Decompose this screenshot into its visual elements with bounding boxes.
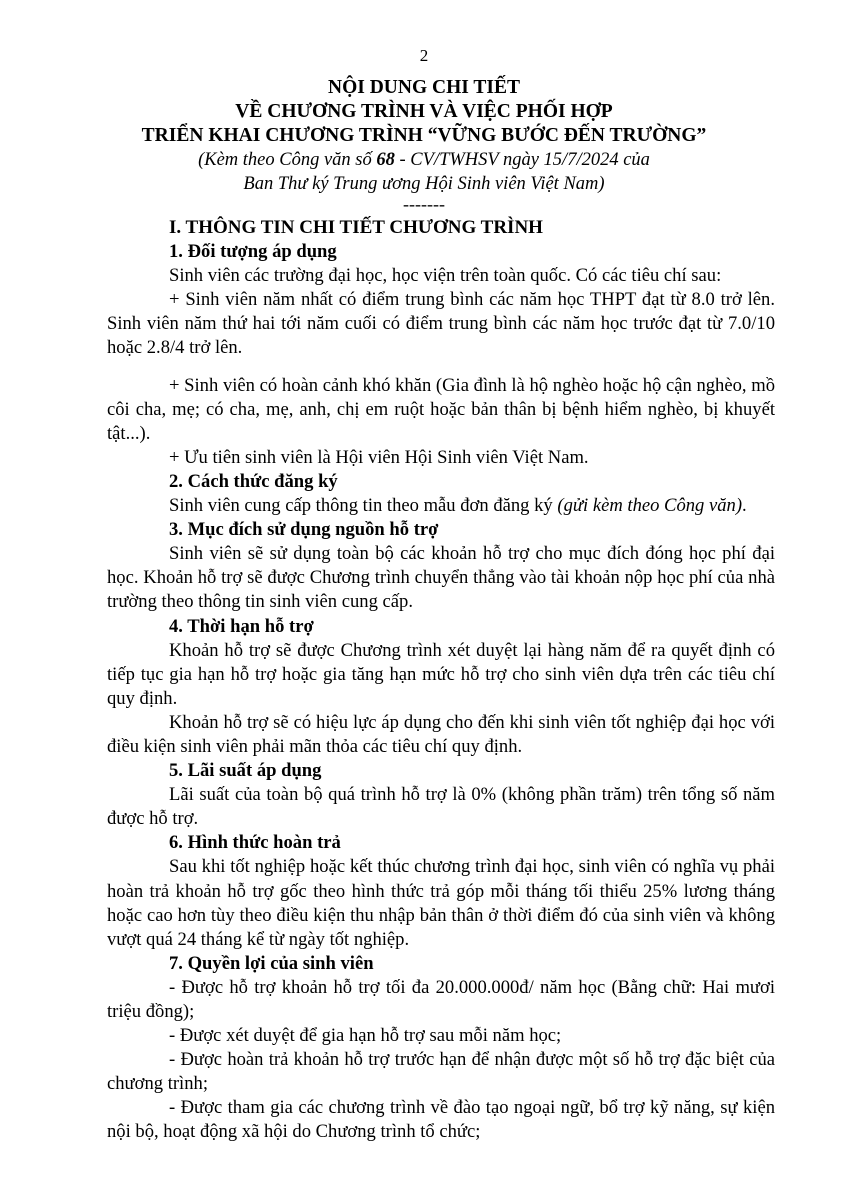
heading-lai-suat: 5. Lãi suất áp dụng xyxy=(169,760,322,782)
paragraph: Sau khi tốt nghiệp hoặc kết thúc chương trình đại học, sinh viên có nghĩa vụ phải hoàn trả khoản hỗ trợ gốc theo hình thức trả góp mỗi tháng tối thiểu 25% lương tháng hoặc cao hơn tùy theo điều kiện thu nhập bản thân ở thời điểm đó của sinh viên và không vượt quá 24 tháng kể từ ngày tốt nghiệp. xyxy=(107,856,775,950)
paragraph: + Ưu tiên sinh viên là Hội viên Hội Sinh viên Việt Nam. xyxy=(169,446,589,468)
paragraph: Sinh viên sẽ sử dụng toàn bộ các khoản hỗ trợ cho mục đích đóng học phí đại học. Khoản hỗ trợ sẽ được Chương trình chuyển thẳng vào tài khoản nộp học phí của nhà trường theo thông tin sinh viên cung cấp. xyxy=(107,543,775,613)
paragraph: + Sinh viên có hoàn cảnh khó khăn (Gia đình là hộ nghèo hoặc hộ cận nghèo, mồ côi cha, mẹ; có cha, mẹ, anh, chị em ruột hoặc bản thân bị bệnh hiểm nghèo, bị khuyết tật...). xyxy=(107,374,775,444)
paragraph xyxy=(107,494,775,518)
list-item: - Được tham gia các chương trình về đào tạo ngoại ngữ, bổ trợ kỹ năng, sự kiện nội bộ, hoạt động xã hội do Chương trình tổ chức; xyxy=(107,1097,775,1143)
document-body xyxy=(107,216,775,1145)
header-title-line-1: NỘI DUNG CHI TIẾT xyxy=(328,77,520,98)
heading-muc-dich: 3. Mục đích sử dụng nguồn hỗ trợ xyxy=(169,519,439,541)
header-reference-line xyxy=(0,148,848,172)
list-item: - Được hỗ trợ khoản hỗ trợ tối đa 20.000.000đ/ năm học (Bằng chữ: Hai mươi triệu đồng); xyxy=(107,976,775,1022)
heading-quyen-loi: 7. Quyền lợi của sinh viên xyxy=(169,952,374,974)
paragraph: Khoản hỗ trợ sẽ có hiệu lực áp dụng cho đến khi sinh viên tốt nghiệp đại học với điều kiện sinh viên phải mãn thỏa các tiêu chí quy định. xyxy=(107,711,775,757)
heading-doi-tuong: 1. Đối tượng áp dụng xyxy=(169,241,337,263)
paragraph: + Sinh viên năm nhất có điểm trung bình các năm học THPT đạt từ 8.0 trở lên. Sinh viên năm thứ hai tới năm cuối có điểm trung bình các năm học trước đạt từ 7.0/10 hoặc 2.8/4 trở lên. xyxy=(107,289,775,359)
heading-thoi-han: 4. Thời hạn hỗ trợ xyxy=(169,615,314,637)
header-separator: ------- xyxy=(403,194,445,214)
header-issuer-line: Ban Thư ký Trung ương Hội Sinh viên Việt Nam) xyxy=(243,174,605,194)
paragraph: Lãi suất của toàn bộ quá trình hỗ trợ là 0% (không phần trăm) trên tổng số năm được hỗ trợ. xyxy=(107,784,775,830)
header-reference-prefix: (Kèm theo Công văn số xyxy=(198,150,377,170)
paragraph-text-end: . xyxy=(742,495,747,517)
paragraph: Sinh viên các trường đại học, học viện trên toàn quốc. Có các tiêu chí sau: xyxy=(169,265,722,287)
paragraph-italic-note: (gửi kèm theo Công văn) xyxy=(557,495,743,517)
page-number: 2 xyxy=(419,46,429,65)
heading-hinh-thuc-hoan-tra: 6. Hình thức hoàn trả xyxy=(169,832,341,854)
heading-cach-thuc-dang-ky: 2. Cách thức đăng ký xyxy=(169,470,338,492)
header-reference-suffix: - CV/TWHSV ngày 15/7/2024 của xyxy=(394,150,650,170)
header-title-line-3: TRIỂN KHAI CHƯƠNG TRÌNH “VỮNG BƯỚC ĐẾN TRƯỜNG” xyxy=(141,125,707,146)
section-title: I. THÔNG TIN CHI TIẾT CHƯƠNG TRÌNH xyxy=(169,217,543,238)
document-header xyxy=(0,76,848,212)
paragraph-text: Sinh viên cung cấp thông tin theo mẫu đơn đăng ký xyxy=(169,495,558,517)
paragraph-gap xyxy=(107,361,775,374)
list-item: - Được xét duyệt để gia hạn hỗ trợ sau mỗi năm học; xyxy=(169,1025,562,1047)
header-title-line-2: VỀ CHƯƠNG TRÌNH VÀ VIỆC PHỐI HỢP xyxy=(235,101,613,122)
list-item: - Được hoàn trả khoản hỗ trợ trước hạn để nhận được một số hỗ trợ đặc biệt của chương trình; xyxy=(107,1049,775,1095)
paragraph: Khoản hỗ trợ sẽ được Chương trình xét duyệt lại hàng năm để ra quyết định có tiếp tục gia hạn hỗ trợ hoặc gia tăng hạn mức hỗ trợ cho sinh viên dựa trên các tiêu chí quy định. xyxy=(107,639,775,709)
document-number: 68 xyxy=(376,150,395,170)
